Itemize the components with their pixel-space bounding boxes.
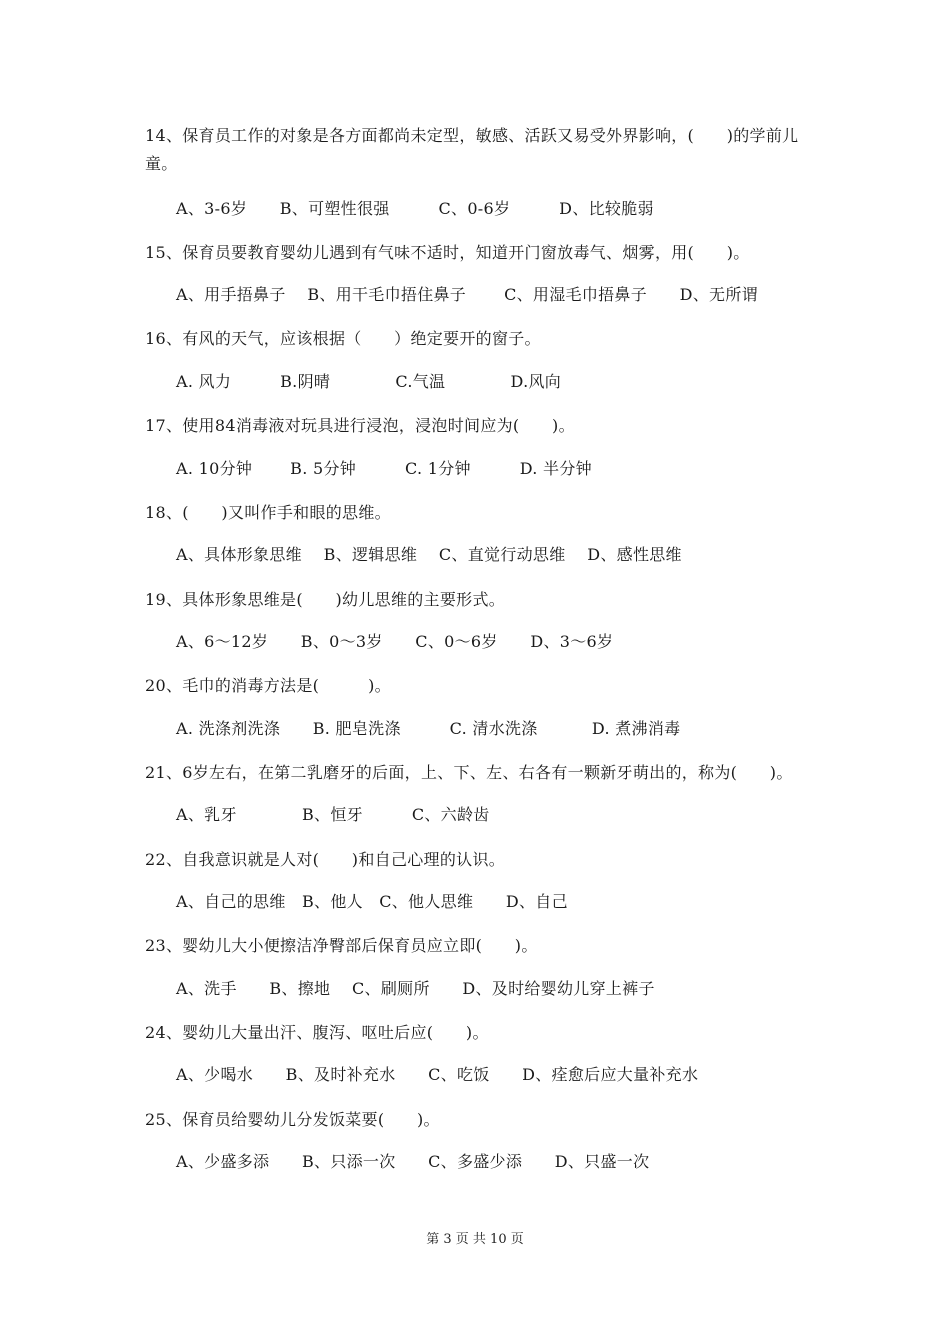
options-19: A、6～12岁 B、0～3岁 C、0～6岁 D、3～6岁 xyxy=(176,632,614,651)
question-23: 23、婴幼儿大小便擦洁净臀部后保育员应立即( )。 xyxy=(145,936,538,955)
question-21: 21、6岁左右，在第二乳磨牙的后面，上、下、左、右各有一颗新牙萌出的，称为( )。 xyxy=(145,763,793,782)
options-22: A、自己的思维 B、他人 C、他人思维 D、自己 xyxy=(176,892,568,911)
options-17: A. 10分钟 B. 5分钟 C. 1分钟 D. 半分钟 xyxy=(176,459,592,478)
options-20: A. 洗涤剂洗涤 B. 肥皂洗涤 C. 清水洗涤 D. 煮沸消毒 xyxy=(176,719,681,738)
question-22: 22、自我意识就是人对( )和自己心理的认识。 xyxy=(145,850,506,869)
options-14: A、3-6岁 B、可塑性很强 C、0-6岁 D、比较脆弱 xyxy=(176,199,654,218)
question-16: 16、有风的天气，应该根据（ ）绝定要开的窗子。 xyxy=(145,329,541,348)
question-14: 14、保育员工作的对象是各方面都尚未定型，敏感、活跃又易受外界影响，( )的学前儿童。 xyxy=(145,126,799,173)
question-19: 19、具体形象思维是( )幼儿思维的主要形式。 xyxy=(145,590,506,609)
question-15: 15、保育员要教育婴幼儿遇到有气味不适时，知道开门窗放毒气、烟雾，用( )。 xyxy=(145,243,750,262)
question-24: 24、婴幼儿大量出汗、腹泻、呕吐后应( )。 xyxy=(145,1023,489,1042)
page-footer: 第 3 页 共 10 页 xyxy=(426,1232,524,1247)
options-24: A、少喝水 B、及时补充水 C、吃饭 D、痊愈后应大量补充水 xyxy=(176,1065,699,1084)
question-18: 18、( )又叫作手和眼的思维。 xyxy=(145,503,391,522)
options-16: A. 风力 B.阴晴 C.气温 D.风向 xyxy=(176,372,562,391)
options-15: A、用手捂鼻子 B、用干毛巾捂住鼻子 C、用湿毛巾捂鼻子 D、无所谓 xyxy=(176,285,758,304)
question-25: 25、保育员给婴幼儿分发饭菜要( )。 xyxy=(145,1110,440,1129)
options-25: A、少盛多添 B、只添一次 C、多盛少添 D、只盛一次 xyxy=(176,1152,650,1171)
question-17: 17、使用84消毒液对玩具进行浸泡，浸泡时间应为( )。 xyxy=(145,416,575,435)
question-20: 20、毛巾的消毒方法是( )。 xyxy=(145,676,391,695)
options-23: A、洗手 B、擦地 C、刷厕所 D、及时给婴幼儿穿上裤子 xyxy=(176,979,655,998)
options-21: A、乳牙 B、恒牙 C、六龄齿 xyxy=(176,805,490,824)
options-18: A、具体形象思维 B、逻辑思维 C、直觉行动思维 D、感性思维 xyxy=(176,545,682,564)
